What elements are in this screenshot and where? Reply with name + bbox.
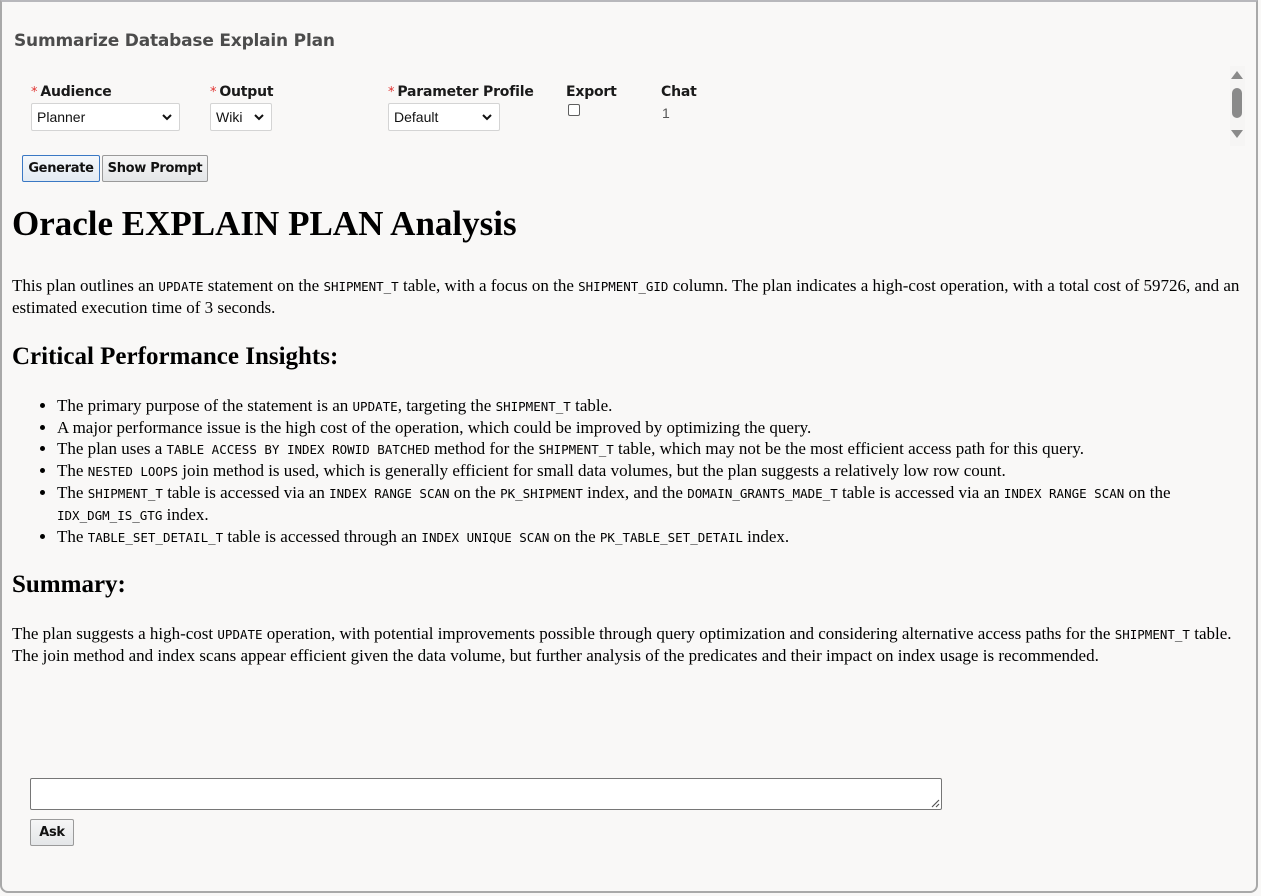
list-item: • The plan uses a TABLE ACCESS BY INDEX ROWID BATCHED method for the SHIPMENT_T table, which may not be the most efficient access path for this query. <box>57 438 1248 460</box>
summary-heading: Summary: <box>12 571 126 598</box>
output-select[interactable] <box>210 103 272 131</box>
scroll-down-arrow-icon[interactable] <box>1231 130 1243 138</box>
ask-button[interactable]: Ask <box>30 819 74 846</box>
output-field <box>210 83 273 131</box>
parameter-profile-label: * Parameter Profile <box>388 84 534 100</box>
insights-list <box>12 395 1248 548</box>
export-checkbox[interactable] <box>568 104 580 116</box>
parameter-profile-select[interactable] <box>388 103 500 131</box>
chat-field <box>661 83 697 121</box>
chat-value: 1 <box>662 105 670 121</box>
scroll-up-arrow-icon[interactable] <box>1231 71 1243 79</box>
report-content <box>12 204 1248 666</box>
output-value: Wiki <box>216 109 243 125</box>
chat-question-textarea[interactable] <box>30 778 942 810</box>
list-item: • A major performance issue is the high cost of the operation, which could be improved by optimizing the query. <box>57 417 1248 438</box>
required-marker: * <box>31 85 38 100</box>
summary-text: The plan suggests a high-cost UPDATE operation, with potential improvements possible through query optimization and considering alternative access paths for the SHIPMENT_T table. The join method and index scans appear efficient given the data volume, but further analysis of the predicates and their impact on index usage is recommended. <box>12 624 1232 665</box>
region-title: Summarize Database Explain Plan <box>14 31 335 51</box>
resize-grip-icon[interactable] <box>930 798 940 808</box>
report-intro: This plan outlines an UPDATE statement on the SHIPMENT_T table, with a focus on the SHIPMENT_GID column. The plan indicates a high-cost operation, with a total cost of 59726, and an estimated execution time of 3 seconds. <box>12 276 1240 317</box>
chevron-down-icon <box>253 111 265 123</box>
audience-field <box>31 83 180 131</box>
list-item: • The TABLE_SET_DETAIL_T table is accessed through an INDEX UNIQUE SCAN on the PK_TABLE_SET_DETAIL index. <box>57 526 1248 548</box>
chevron-down-icon <box>161 111 173 123</box>
output-label: * Output <box>210 84 274 100</box>
audience-select[interactable] <box>31 103 180 131</box>
report-title: Oracle EXPLAIN PLAN Analysis <box>12 204 517 243</box>
export-field <box>566 83 617 116</box>
required-marker: * <box>210 85 217 100</box>
form-scrollbar[interactable] <box>1230 66 1245 146</box>
scrollbar-thumb[interactable] <box>1232 88 1242 118</box>
list-item: • The primary purpose of the statement is an UPDATE, targeting the SHIPMENT_T table. <box>57 395 1248 417</box>
insights-heading: Critical Performance Insights: <box>12 343 339 370</box>
chat-label: Chat <box>661 84 697 100</box>
export-label: Export <box>566 84 617 100</box>
generate-button[interactable]: Generate <box>22 155 100 182</box>
audience-value: Planner <box>37 109 86 125</box>
parameter-profile-field <box>388 83 534 131</box>
list-item: • The NESTED LOOPS join method is used, which is generally efficient for small data volumes, but the plan suggests a relatively low row count. <box>57 460 1248 482</box>
parameter-profile-value: Default <box>394 109 439 125</box>
list-item: • The SHIPMENT_T table is accessed via an INDEX RANGE SCAN on the PK_SHIPMENT index, and the DOMAIN_GRANTS_MADE_T table is accessed via an INDEX RANGE SCAN on the IDX_DGM_IS_GTG index. <box>57 482 1248 526</box>
audience-label: * Audience <box>31 84 112 100</box>
required-marker: * <box>388 85 395 100</box>
chevron-down-icon <box>481 111 493 123</box>
show-prompt-button[interactable]: Show Prompt <box>102 155 208 182</box>
